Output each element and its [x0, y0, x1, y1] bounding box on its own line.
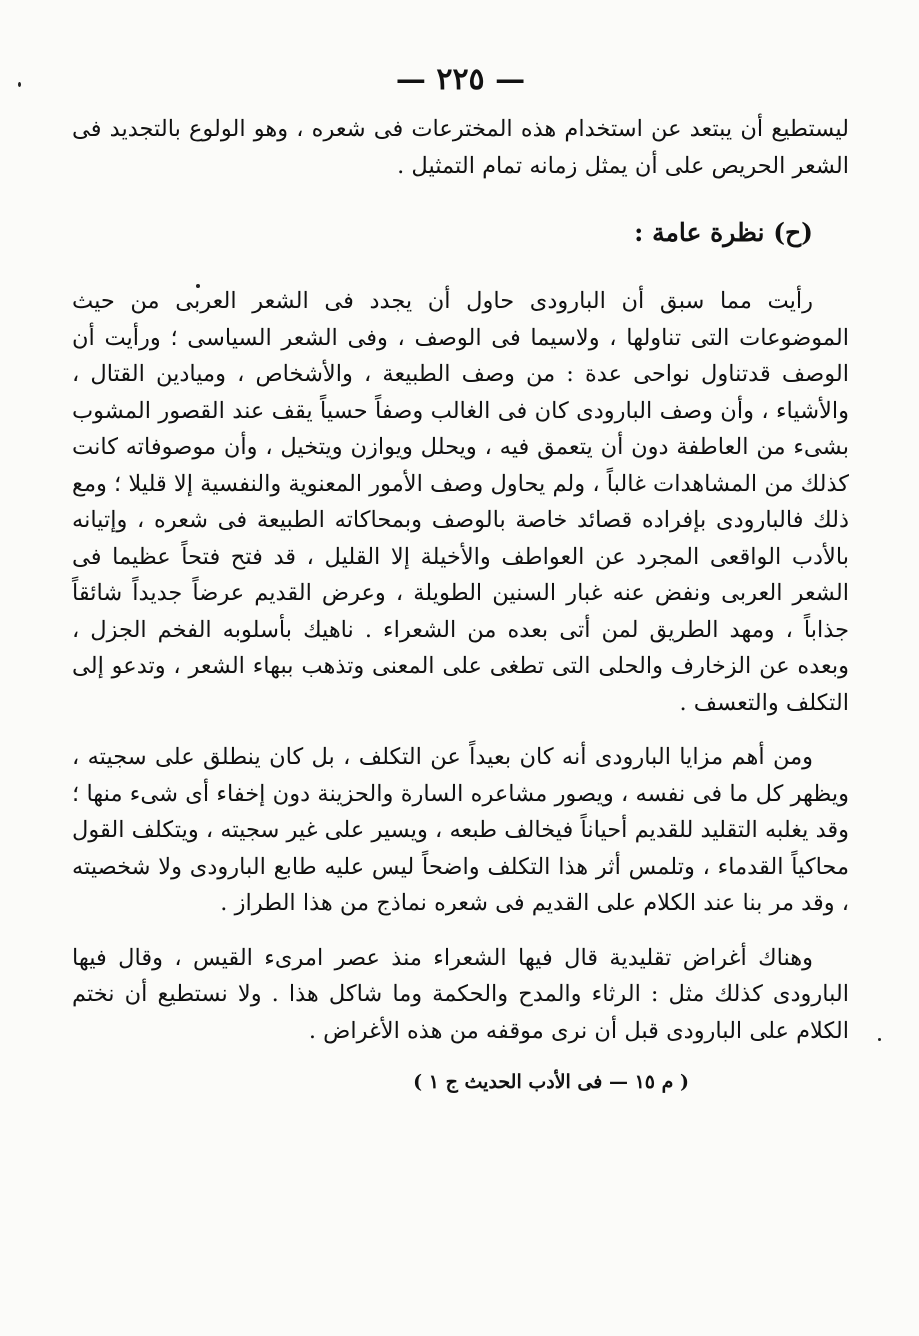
intro-paragraph: ليستطيع أن يبتعد عن استخدام هذه المخترعات فى شعره ، وهو الولوع بالتجديد فى الشعر الحريص على أن يمثل زمانه تمام التمثيل . [72, 116, 849, 179]
footnote: ( م ١٥ — فى الأدب الحديث ج ١ ) [413, 1071, 689, 1093]
scan-speck [878, 1038, 881, 1041]
paragraph-gap [72, 922, 849, 940]
paragraph-1: رأيت مما سبق أن البارودى حاول أن يجدد فى الشعر العربى من حيث الموضوعات التى تناولها ، ولاسيما فى الوصف ، وفى الشعر السياسى ؛ ورأيت أن الوصف قدتناول نواحى عدة : من وصف الطبيعة ، والأشخاص ، وميادين القتال ، والأشياء ، وأن وصف البارودى كان فى الغالب وصفاً حسياً يقف عند القصور المشوب بشىء من العاطفة دون أن يتعمق فيه ، ويحلل ويوازن ويتخيل ، وأن موصوفاته كانت كذلك من المشاهدات غالباً ، ولم يحاول وصف الأمور المعنوية والنفسية إلا قليلا ؛ ومع ذلك فالبارودى بإفراده قصائد خاصة بالوصف وبمحاكاته الطبيعة فى شعره ، وإتيانه بالأدب الواقعى المجرد عن العواطف والأخيلة إلا القليل ، قد فتح فتحاً عظيما فى الشعر العربى ونفض عنه غبار السنين الطويلة ، وعرض القديم عرضاً جديداً شائقاً جذاباً ، ومهد الطريق لمن أتى بعده من الشعراء . ناهيك بأسلوبه الفخم الجزل ، وبعده عن الزخارف والحلى التى تطغى على المعنى وتذهب ببهاء الشعر ، وتدعو إلى التكلف والتعسف . [72, 288, 849, 716]
paragraph-gap [72, 721, 849, 739]
paragraph-3: وهناك أغراض تقليدية قال فيها الشعراء منذ عصر امرىء القيس ، وقال فيها البارودى كذلك مثل : الرثاء والمدح والحكمة وما شاكل هذا . ولا نستطيع أن نختم الكلام على البارودى قبل أن نرى موقفه من هذه الأغراض . [72, 944, 849, 1044]
section-heading: (ح) نظرة عامة : [634, 218, 813, 247]
paragraph-2: ومن أهم مزايا البارودى أنه كان بعيداً عن التكلف ، بل كان ينطلق على سجيته ، ويظهر كل ما فى نفسه ، ويصور مشاعره السارة والحزينة دون إخفاء أى شىء منها ؛ وقد يغلبه التقليد للقديم أحياناً فيخالف طبعه ، ويسير على غير سجيته ، ويتكلف القول محاكياً القدماء ، وتلمس أثر هذا التكلف واضحاً ليس عليه طابع البارودى ولا شخصيته ، وقد مر بنا عند الكلام على القديم فى شعره نماذج من هذا الطراز . [72, 744, 849, 916]
scan-speck [18, 82, 21, 87]
page-number: — ٢٢٥ — [395, 62, 526, 97]
scan-speck [196, 284, 200, 288]
